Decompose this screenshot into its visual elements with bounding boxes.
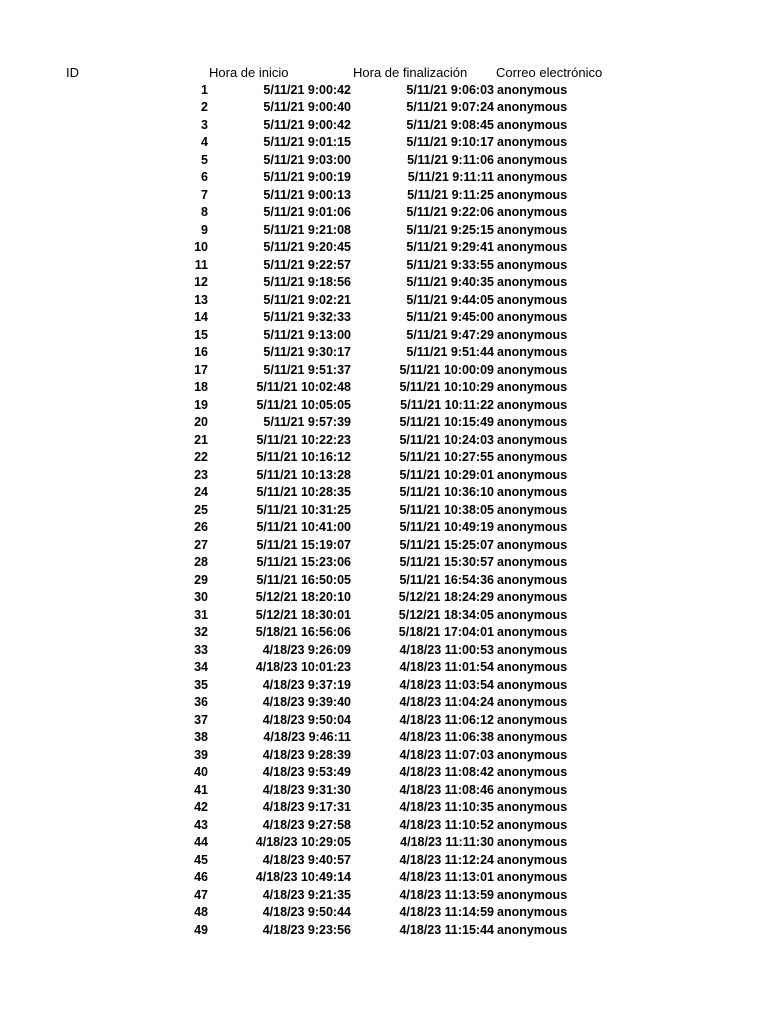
cell-id: 7 bbox=[201, 187, 208, 202]
table-row bbox=[0, 712, 768, 730]
cell-id: 28 bbox=[194, 555, 208, 569]
cell-email: anonymous bbox=[497, 642, 568, 657]
cell-id: 20 bbox=[194, 415, 208, 429]
cell-start-time: 5/11/21 10:13:28 bbox=[256, 467, 351, 482]
cell-end-time: 5/11/21 9:33:55 bbox=[406, 257, 494, 272]
cell-id: 8 bbox=[201, 205, 208, 219]
cell-end-time: 4/18/23 11:13:01 bbox=[399, 870, 494, 884]
cell-end-time: 4/18/23 11:00:53 bbox=[399, 642, 494, 657]
cell-id: 5 bbox=[201, 152, 208, 167]
cell-start-time: 5/11/21 9:20:45 bbox=[263, 240, 351, 254]
cell-end-time: 4/18/23 11:03:54 bbox=[399, 677, 494, 692]
table-row bbox=[0, 677, 768, 695]
cell-email: anonymous bbox=[497, 555, 568, 569]
cell-start-time: 4/18/23 9:21:35 bbox=[262, 887, 351, 902]
cell-id: 45 bbox=[194, 852, 208, 867]
cell-start-time: 5/11/21 9:00:13 bbox=[263, 187, 351, 202]
cell-end-time: 5/11/21 15:30:57 bbox=[399, 555, 494, 569]
cell-email: anonymous bbox=[497, 852, 568, 867]
cell-end-time: 5/11/21 9:10:17 bbox=[406, 135, 494, 149]
cell-end-time: 4/18/23 11:13:59 bbox=[399, 887, 494, 902]
cell-start-time: 5/11/21 9:57:39 bbox=[263, 415, 351, 429]
cell-id: 17 bbox=[194, 362, 208, 377]
table-row bbox=[0, 187, 768, 205]
cell-start-time: 5/11/21 9:51:37 bbox=[263, 362, 351, 377]
table-row bbox=[0, 729, 768, 747]
cell-email: anonymous bbox=[497, 520, 568, 534]
cell-end-time: 5/11/21 16:54:36 bbox=[399, 572, 494, 587]
cell-id: 40 bbox=[194, 765, 208, 779]
cell-id: 46 bbox=[194, 870, 208, 884]
table-row bbox=[0, 344, 768, 362]
table-row bbox=[0, 607, 768, 625]
table-row bbox=[0, 799, 768, 817]
table-row bbox=[0, 572, 768, 590]
cell-end-time: 4/18/23 11:15:44 bbox=[399, 922, 494, 937]
cell-end-time: 5/12/21 18:24:29 bbox=[398, 590, 494, 604]
cell-start-time: 5/11/21 10:28:35 bbox=[256, 485, 351, 499]
cell-end-time: 4/18/23 11:08:46 bbox=[399, 782, 494, 797]
table-row bbox=[0, 117, 768, 135]
table-row bbox=[0, 502, 768, 520]
cell-id: 3 bbox=[201, 117, 208, 132]
cell-start-time: 5/11/21 9:13:00 bbox=[263, 327, 351, 342]
cell-start-time: 5/11/21 15:19:07 bbox=[256, 537, 351, 552]
cell-start-time: 4/18/23 10:01:23 bbox=[255, 660, 351, 674]
cell-id: 19 bbox=[194, 397, 208, 412]
cell-email: anonymous bbox=[497, 730, 568, 744]
cell-start-time: 5/11/21 9:00:40 bbox=[263, 100, 351, 114]
table-row bbox=[0, 554, 768, 572]
cell-id: 18 bbox=[194, 380, 208, 394]
table-row bbox=[0, 274, 768, 292]
table-row bbox=[0, 239, 768, 257]
header-row bbox=[0, 64, 768, 82]
cell-id: 2 bbox=[201, 100, 208, 114]
cell-id: 14 bbox=[194, 310, 208, 324]
cell-start-time: 5/11/21 9:30:17 bbox=[263, 345, 351, 359]
cell-email: anonymous bbox=[497, 712, 568, 727]
table-row bbox=[0, 484, 768, 502]
cell-end-time: 4/18/23 11:14:59 bbox=[399, 905, 494, 919]
cell-end-time: 5/11/21 10:00:09 bbox=[399, 362, 494, 377]
cell-end-time: 5/11/21 9:11:25 bbox=[407, 187, 494, 202]
cell-email: anonymous bbox=[497, 817, 568, 832]
cell-start-time: 4/18/23 9:40:57 bbox=[262, 852, 351, 867]
cell-id: 34 bbox=[194, 660, 208, 674]
cell-end-time: 4/18/23 11:12:24 bbox=[399, 852, 494, 867]
cell-end-time: 5/11/21 9:22:06 bbox=[406, 205, 494, 219]
table-row bbox=[0, 817, 768, 835]
cell-id: 48 bbox=[194, 905, 208, 919]
cell-end-time: 5/11/21 9:29:41 bbox=[406, 240, 494, 254]
cell-start-time: 5/11/21 10:16:12 bbox=[256, 450, 351, 464]
table-row bbox=[0, 922, 768, 940]
table-row bbox=[0, 257, 768, 275]
cell-start-time: 4/18/23 9:50:04 bbox=[262, 712, 351, 727]
cell-id: 21 bbox=[194, 432, 208, 447]
table-row bbox=[0, 852, 768, 870]
cell-end-time: 5/11/21 9:51:44 bbox=[406, 345, 494, 359]
cell-email: anonymous bbox=[497, 887, 568, 902]
cell-email: anonymous bbox=[497, 537, 568, 552]
cell-start-time: 5/18/21 16:56:06 bbox=[255, 625, 351, 639]
table-row bbox=[0, 204, 768, 222]
cell-email: anonymous bbox=[497, 905, 568, 919]
cell-start-time: 5/11/21 10:22:23 bbox=[256, 432, 351, 447]
cell-id: 43 bbox=[194, 817, 208, 832]
cell-id: 1 bbox=[201, 82, 208, 97]
cell-email: anonymous bbox=[497, 152, 568, 167]
cell-id: 41 bbox=[194, 782, 208, 797]
cell-id: 12 bbox=[194, 275, 208, 289]
cell-end-time: 5/11/21 9:06:03 bbox=[406, 82, 494, 97]
cell-end-time: 5/12/21 18:34:05 bbox=[398, 607, 494, 622]
cell-id: 36 bbox=[194, 695, 208, 709]
cell-id: 24 bbox=[194, 485, 208, 499]
cell-email: anonymous bbox=[497, 450, 568, 464]
cell-end-time: 4/18/23 11:08:42 bbox=[399, 765, 494, 779]
cell-email: anonymous bbox=[497, 502, 568, 517]
cell-email: anonymous bbox=[497, 695, 568, 709]
table-row bbox=[0, 397, 768, 415]
cell-email: anonymous bbox=[497, 835, 568, 849]
cell-email: anonymous bbox=[497, 415, 568, 429]
cell-email: anonymous bbox=[497, 590, 568, 604]
cell-email: anonymous bbox=[497, 922, 568, 937]
cell-id: 27 bbox=[194, 537, 208, 552]
table-row bbox=[0, 467, 768, 485]
cell-id: 37 bbox=[194, 712, 208, 727]
table-row bbox=[0, 152, 768, 170]
cell-end-time: 5/11/21 10:36:10 bbox=[399, 485, 494, 499]
cell-start-time: 5/11/21 9:18:56 bbox=[263, 275, 351, 289]
cell-start-time: 5/11/21 10:02:48 bbox=[256, 380, 351, 394]
cell-email: anonymous bbox=[497, 117, 568, 132]
cell-id: 30 bbox=[194, 590, 208, 604]
cell-start-time: 5/12/21 18:30:01 bbox=[255, 607, 351, 622]
cell-end-time: 5/11/21 10:27:55 bbox=[399, 450, 494, 464]
table-row bbox=[0, 449, 768, 467]
cell-email: anonymous bbox=[497, 485, 568, 499]
cell-id: 16 bbox=[194, 345, 208, 359]
cell-email: anonymous bbox=[497, 677, 568, 692]
header-email: Correo electrónico bbox=[496, 65, 603, 80]
cell-id: 42 bbox=[194, 800, 208, 814]
cell-id: 33 bbox=[194, 642, 208, 657]
cell-id: 22 bbox=[194, 450, 208, 464]
table-row bbox=[0, 432, 768, 450]
table-row bbox=[0, 82, 768, 100]
cell-email: anonymous bbox=[497, 625, 568, 639]
cell-id: 49 bbox=[194, 922, 208, 937]
cell-id: 26 bbox=[194, 520, 208, 534]
cell-email: anonymous bbox=[497, 345, 568, 359]
cell-end-time: 5/11/21 10:10:29 bbox=[399, 380, 494, 394]
header-end-time: Hora de finalización bbox=[353, 65, 468, 80]
cell-start-time: 5/11/21 9:32:33 bbox=[263, 310, 351, 324]
cell-end-time: 5/11/21 10:38:05 bbox=[399, 502, 494, 517]
cell-id: 29 bbox=[194, 572, 208, 587]
cell-email: anonymous bbox=[497, 205, 568, 219]
table-row bbox=[0, 292, 768, 310]
cell-email: anonymous bbox=[497, 257, 568, 272]
cell-end-time: 5/11/21 9:11:06 bbox=[407, 152, 494, 167]
table-row bbox=[0, 642, 768, 660]
cell-email: anonymous bbox=[497, 222, 568, 237]
cell-email: anonymous bbox=[497, 240, 568, 254]
cell-id: 11 bbox=[194, 257, 208, 272]
cell-id: 47 bbox=[194, 887, 208, 902]
cell-end-time: 4/18/23 11:06:12 bbox=[399, 712, 494, 727]
cell-end-time: 4/18/23 11:07:03 bbox=[399, 747, 494, 762]
cell-end-time: 4/18/23 11:10:52 bbox=[399, 817, 494, 832]
cell-start-time: 5/12/21 18:20:10 bbox=[255, 590, 351, 604]
cell-id: 13 bbox=[194, 292, 208, 307]
cell-email: anonymous bbox=[497, 870, 568, 884]
cell-end-time: 5/18/21 17:04:01 bbox=[398, 625, 494, 639]
cell-start-time: 5/11/21 16:50:05 bbox=[256, 572, 351, 587]
cell-email: anonymous bbox=[497, 467, 568, 482]
cell-start-time: 5/11/21 9:03:00 bbox=[263, 152, 351, 167]
table-row bbox=[0, 169, 768, 187]
cell-email: anonymous bbox=[497, 100, 568, 114]
cell-start-time: 4/18/23 9:46:11 bbox=[263, 730, 351, 744]
table-row bbox=[0, 694, 768, 712]
cell-start-time: 5/11/21 9:00:19 bbox=[263, 170, 351, 184]
cell-end-time: 4/18/23 11:04:24 bbox=[399, 695, 494, 709]
table-row bbox=[0, 99, 768, 117]
cell-end-time: 4/18/23 11:11:30 bbox=[400, 835, 494, 849]
cell-email: anonymous bbox=[497, 275, 568, 289]
cell-end-time: 4/18/23 11:06:38 bbox=[399, 730, 494, 744]
cell-email: anonymous bbox=[497, 170, 568, 184]
cell-start-time: 5/11/21 9:22:57 bbox=[263, 257, 351, 272]
header-start-time: Hora de inicio bbox=[209, 65, 289, 80]
cell-email: anonymous bbox=[497, 82, 568, 97]
table-row bbox=[0, 834, 768, 852]
table-row bbox=[0, 414, 768, 432]
cell-id: 35 bbox=[194, 677, 208, 692]
cell-start-time: 4/18/23 9:27:58 bbox=[262, 817, 351, 832]
table-row bbox=[0, 904, 768, 922]
cell-email: anonymous bbox=[497, 747, 568, 762]
cell-end-time: 5/11/21 9:47:29 bbox=[406, 327, 494, 342]
cell-start-time: 5/11/21 9:00:42 bbox=[263, 117, 351, 132]
cell-start-time: 5/11/21 10:41:00 bbox=[256, 520, 351, 534]
cell-start-time: 4/18/23 9:37:19 bbox=[262, 677, 351, 692]
cell-start-time: 5/11/21 10:05:05 bbox=[256, 397, 351, 412]
cell-email: anonymous bbox=[497, 660, 568, 674]
cell-email: anonymous bbox=[497, 607, 568, 622]
cell-start-time: 5/11/21 9:02:21 bbox=[263, 292, 351, 307]
cell-id: 6 bbox=[201, 170, 208, 184]
cell-end-time: 5/11/21 10:29:01 bbox=[399, 467, 494, 482]
cell-end-time: 5/11/21 9:40:35 bbox=[406, 275, 494, 289]
cell-id: 38 bbox=[194, 730, 208, 744]
table-row bbox=[0, 327, 768, 345]
cell-start-time: 5/11/21 9:01:15 bbox=[263, 135, 351, 149]
table-row bbox=[0, 309, 768, 327]
header-id: ID bbox=[66, 65, 79, 80]
cell-start-time: 4/18/23 9:50:44 bbox=[262, 905, 351, 919]
cell-email: anonymous bbox=[497, 782, 568, 797]
cell-start-time: 4/18/23 9:26:09 bbox=[262, 642, 351, 657]
table-row bbox=[0, 362, 768, 380]
cell-email: anonymous bbox=[497, 397, 568, 412]
cell-id: 25 bbox=[194, 502, 208, 517]
table-row bbox=[0, 887, 768, 905]
cell-id: 23 bbox=[194, 467, 208, 482]
table-body bbox=[0, 82, 768, 940]
cell-email: anonymous bbox=[497, 765, 568, 779]
spreadsheet-table bbox=[0, 64, 768, 939]
cell-email: anonymous bbox=[497, 432, 568, 447]
table-row bbox=[0, 134, 768, 152]
cell-id: 32 bbox=[194, 625, 208, 639]
table-row bbox=[0, 659, 768, 677]
cell-start-time: 4/18/23 9:28:39 bbox=[262, 747, 351, 762]
cell-end-time: 5/11/21 10:49:19 bbox=[399, 520, 494, 534]
cell-id: 39 bbox=[194, 747, 208, 762]
cell-start-time: 5/11/21 9:01:06 bbox=[263, 205, 351, 219]
cell-start-time: 4/18/23 9:53:49 bbox=[262, 765, 351, 779]
table-row bbox=[0, 379, 768, 397]
cell-end-time: 5/11/21 9:25:15 bbox=[406, 222, 494, 237]
table-row bbox=[0, 589, 768, 607]
cell-email: anonymous bbox=[497, 380, 568, 394]
cell-start-time: 4/18/23 10:29:05 bbox=[255, 835, 351, 849]
table-row bbox=[0, 869, 768, 887]
table-row bbox=[0, 624, 768, 642]
cell-start-time: 5/11/21 9:00:42 bbox=[263, 82, 351, 97]
cell-email: anonymous bbox=[497, 800, 568, 814]
cell-start-time: 4/18/23 9:31:30 bbox=[262, 782, 351, 797]
cell-start-time: 5/11/21 9:21:08 bbox=[263, 222, 351, 237]
cell-id: 15 bbox=[194, 327, 208, 342]
cell-end-time: 4/18/23 11:01:54 bbox=[399, 660, 494, 674]
cell-start-time: 5/11/21 10:31:25 bbox=[256, 502, 351, 517]
cell-start-time: 4/18/23 9:23:56 bbox=[262, 922, 351, 937]
cell-email: anonymous bbox=[497, 572, 568, 587]
cell-end-time: 5/11/21 9:08:45 bbox=[406, 117, 494, 132]
cell-email: anonymous bbox=[497, 310, 568, 324]
cell-id: 4 bbox=[201, 135, 208, 149]
cell-end-time: 5/11/21 9:44:05 bbox=[406, 292, 494, 307]
cell-end-time: 5/11/21 10:15:49 bbox=[399, 415, 494, 429]
cell-end-time: 5/11/21 9:45:00 bbox=[406, 310, 494, 324]
table-row bbox=[0, 222, 768, 240]
cell-id: 10 bbox=[194, 240, 208, 254]
cell-start-time: 4/18/23 10:49:14 bbox=[255, 870, 351, 884]
cell-start-time: 5/11/21 15:23:06 bbox=[256, 555, 351, 569]
cell-end-time: 5/11/21 10:11:22 bbox=[400, 397, 494, 412]
cell-id: 31 bbox=[194, 607, 208, 622]
cell-start-time: 4/18/23 9:39:40 bbox=[262, 695, 351, 709]
cell-id: 44 bbox=[194, 835, 208, 849]
cell-email: anonymous bbox=[497, 292, 568, 307]
table-row bbox=[0, 747, 768, 765]
cell-end-time: 5/11/21 9:07:24 bbox=[406, 100, 494, 114]
table-row bbox=[0, 782, 768, 800]
cell-start-time: 4/18/23 9:17:31 bbox=[262, 800, 351, 814]
cell-end-time: 4/18/23 11:10:35 bbox=[399, 800, 494, 814]
cell-email: anonymous bbox=[497, 135, 568, 149]
cell-end-time: 5/11/21 10:24:03 bbox=[399, 432, 494, 447]
cell-email: anonymous bbox=[497, 187, 568, 202]
cell-end-time: 5/11/21 9:11:11 bbox=[407, 170, 494, 184]
cell-email: anonymous bbox=[497, 362, 568, 377]
table-row bbox=[0, 537, 768, 555]
table-row bbox=[0, 519, 768, 537]
cell-id: 9 bbox=[201, 222, 208, 237]
cell-email: anonymous bbox=[497, 327, 568, 342]
cell-end-time: 5/11/21 15:25:07 bbox=[399, 537, 494, 552]
table-row bbox=[0, 764, 768, 782]
